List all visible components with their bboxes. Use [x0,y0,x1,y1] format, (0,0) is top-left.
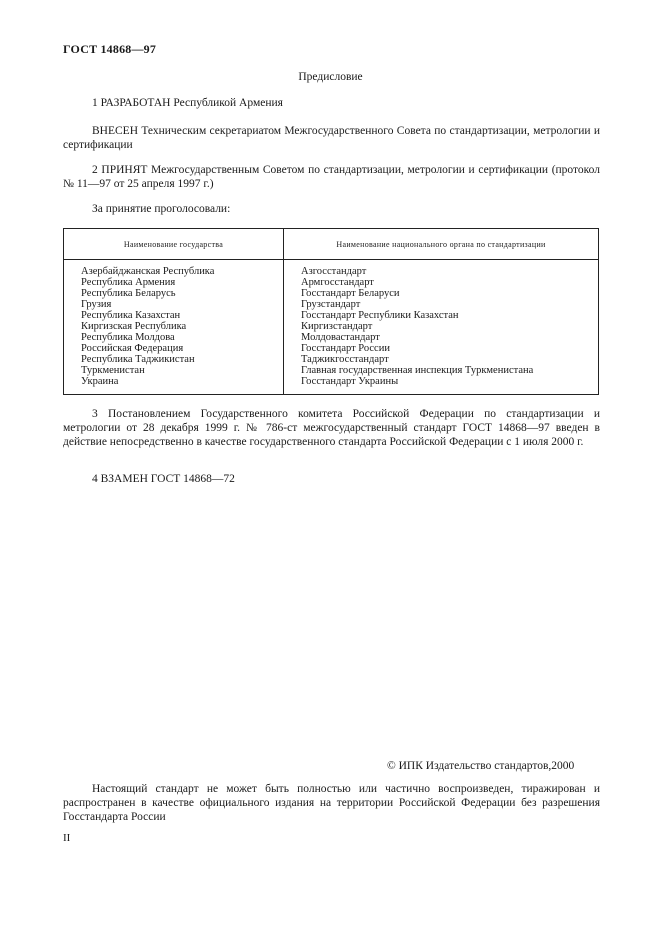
preface-title: Предисловие [298,71,363,83]
state-item: Туркменистан [81,365,145,376]
paragraph-voted-for: За принятие проголосовали: [92,203,231,215]
state-item: Республика Беларусь [81,288,176,299]
standards-body-list [301,266,533,387]
standards-body-item: Таджикгосстандарт [301,354,389,365]
table-header-divider [64,259,598,260]
standards-body-item: Госстандарт Республики Казахстан [301,310,459,321]
state-item: Грузия [81,299,112,310]
state-item: Республика Таджикистан [81,354,195,365]
voting-table [63,228,599,395]
state-item: Республика Армения [81,277,176,288]
standard-code: ГОСТ 14868—97 [63,42,157,56]
table-header-state: Наименование государства [123,240,224,249]
paragraph-enacted-by: 3 Постановлением Государственного комитета Российской Федерации по стандартизации и метрологии от 28 декабря 1999 г. № 786-ст межгосударственный стандарт ГОСТ 14868—97 введен в действие непосредственно в качестве государственного стандарта Российской Федерации с 1 июля 2000 г. [63,408,600,448]
standards-body-item: Азгосстандарт [301,266,367,277]
state-item: Азербайджанская Республика [81,266,215,277]
state-item: Украина [81,376,119,387]
standards-body-item: Армгосстандарт [301,277,374,288]
standards-body-item: Госстандарт Украины [301,376,399,387]
paragraph-replaces: 4 ВЗАМЕН ГОСТ 14868—72 [92,473,235,485]
paragraph-adopted-by: 2 ПРИНЯТ Межгосударственным Советом по стандартизации, метрологии и сертификации (протокол № 11—97 от 25 апреля 1997 г.) [63,164,600,190]
reproduction-notice: Настоящий стандарт не может быть полностью или частично воспроизведен, тиражирован и распространен в качестве официального издания на территории Российской Федерации без разрешения Госстандарта России [63,783,600,823]
table-header-standards-body: Наименование национального органа по стандартизации [336,240,546,249]
standards-body-item: Госстандарт Беларуси [301,288,400,299]
state-item: Российская Федерация [81,343,184,354]
paragraph-developed-by: 1 РАЗРАБОТАН Республикой Армения [92,97,283,109]
paragraph-introduced-by: ВНЕСЕН Техническим секретариатом Межгосударственного Совета по стандартизации, метрологии и сертификации [63,125,600,151]
standards-body-item: Грузстандарт [301,299,361,310]
standards-body-item: Киргизстандарт [301,321,373,332]
state-list [81,266,214,387]
standards-body-item: Главная государственная инспекция Туркменистана [301,365,534,376]
state-item: Республика Казахстан [81,310,181,321]
standards-body-item: Госстандарт России [301,343,390,354]
state-item: Республика Молдова [81,332,175,343]
table-column-divider [283,229,284,394]
copyright-notice: © ИПК Издательство стандартов,2000 [387,760,575,772]
state-item: Киргизская Республика [81,321,187,332]
page-number: II [63,832,71,844]
standards-body-item: Молдовастандарт [301,332,380,343]
